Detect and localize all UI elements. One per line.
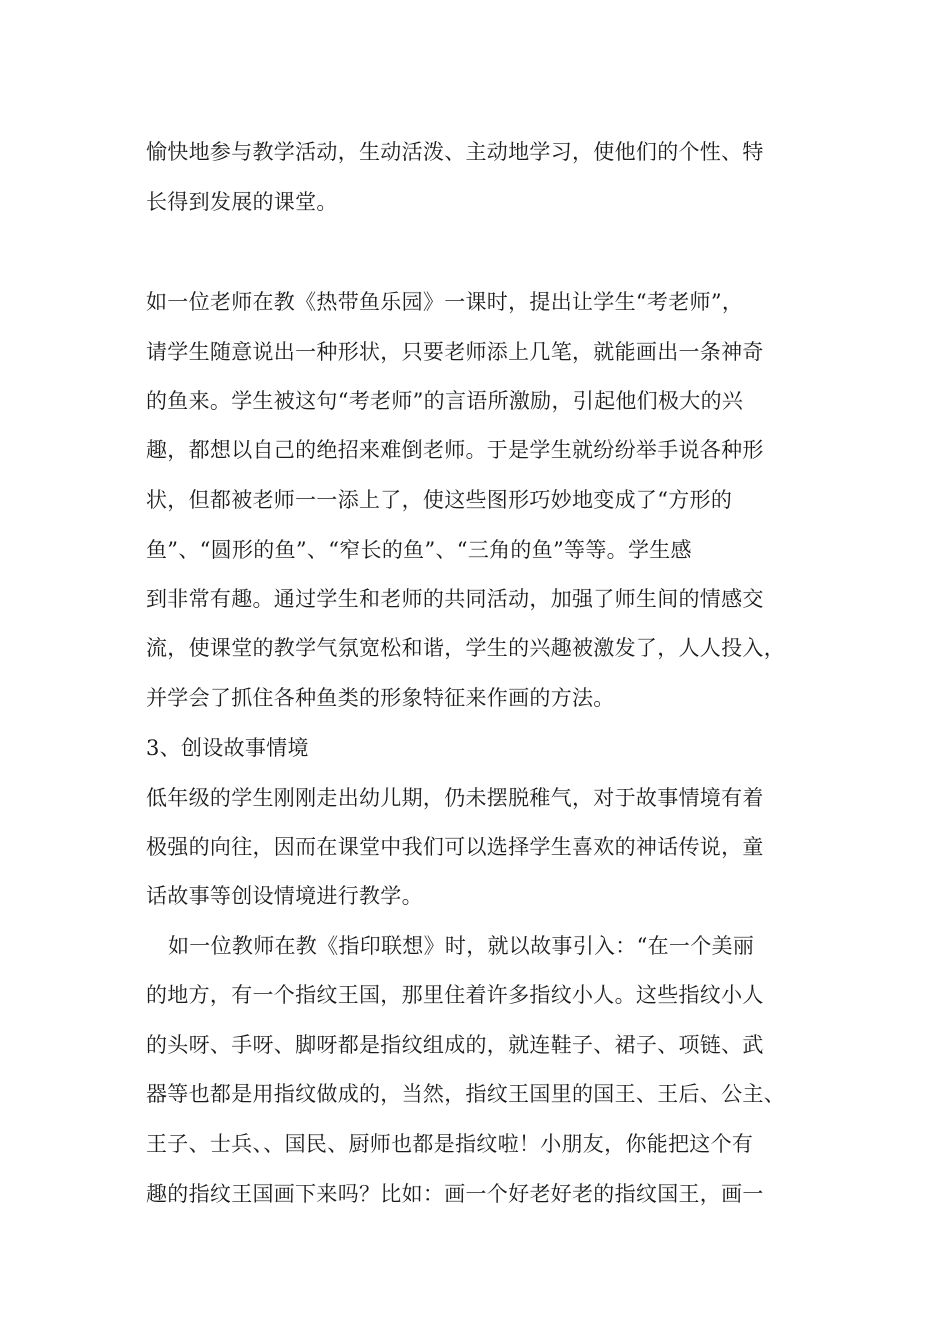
text-line: 长得到发展的课堂。 xyxy=(146,190,338,214)
text-line: 的地方，有一个指纹王国，那里住着许多指纹小人。这些指纹小人 xyxy=(146,983,764,1007)
text-line: 如一位教师在教《指印联想》时，就以故事引入：“在一个美丽 xyxy=(168,934,755,958)
text-line: 的头呀、手呀、脚呀都是指纹组成的，就连鞋子、裙子、项链、武 xyxy=(146,1033,764,1057)
text-line: 器等也都是用指纹做成的，当然，指纹王国里的国王、王后、公主、 xyxy=(146,1082,785,1106)
text-line: 鱼”、“圆形的鱼”、“窄长的鱼”、“三角的鱼”等等。学生感 xyxy=(146,538,692,562)
section-heading: 3、创设故事情境 xyxy=(146,736,309,760)
text-line: 愉快地参与教学活动，生动活泼、主动地学习，使他们的个性、特 xyxy=(146,140,764,164)
text-line: 状，但都被老师一一添上了，使这些图形巧妙地变成了“方形的 xyxy=(146,488,733,512)
text-line: 极强的向往，因而在课堂中我们可以选择学生喜欢的神话传说，童 xyxy=(146,835,764,859)
text-line: 的鱼来。学生被这句“考老师”的言语所激励，引起他们极大的兴 xyxy=(146,389,744,413)
text-line: 话故事等创设情境进行教学。 xyxy=(146,884,423,908)
text-line: 到非常有趣。通过学生和老师的共同活动，加强了师生间的情感交 xyxy=(146,587,764,611)
text-line: 趣的指纹王国画下来吗？比如：画一个好老好老的指纹国王，画一 xyxy=(146,1182,764,1206)
text-line: 流，使课堂的教学气氛宽松和谐，学生的兴趣被激发了，人人投入， xyxy=(146,636,785,660)
text-line: 请学生随意说出一种形状，只要老师添上几笔，就能画出一条神奇 xyxy=(146,340,764,364)
text-line: 低年级的学生刚刚走出幼儿期，仍未摆脱稚气，对于故事情境有着 xyxy=(146,786,764,810)
text-line: 并学会了抓住各种鱼类的形象特征来作画的方法。 xyxy=(146,686,615,710)
text-line: 如一位老师在教《热带鱼乐园》一课时，提出让学生“考老师”， xyxy=(146,290,744,314)
text-line: 王子、士兵、、国民、厨师也都是指纹啦！小朋友，你能把这个有 xyxy=(146,1132,754,1156)
text-line: 趣，都想以自己的绝招来难倒老师。于是学生就纷纷举手说各种形 xyxy=(146,438,764,462)
